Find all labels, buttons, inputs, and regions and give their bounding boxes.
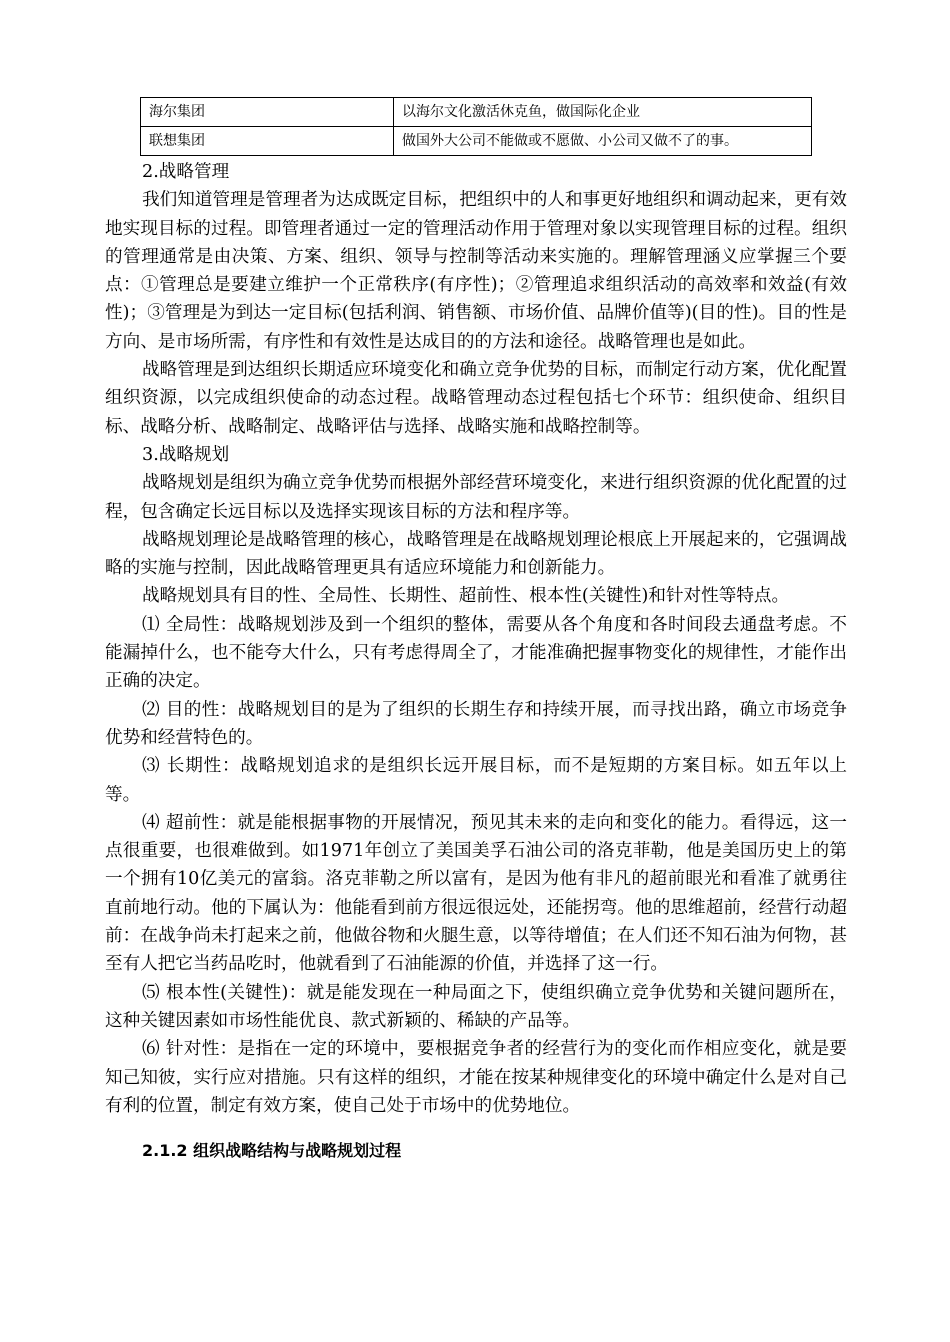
mission-cell: 以海尔文化激活休克鱼，做国际化企业 [394,98,812,127]
list-item: ⑶ 长期性：战略规划追求的是组织长远开展目标，而不是短期的方案目标。如五年以上等。 [105,756,847,805]
list-item: ⑸ 根本性(关键性)：就是能发现在一种局面之下，使组织确立竞争优势和关键问题所在，这种关键因素如市场性能优良、款式新颖的、稀缺的产品等。 [105,982,847,1031]
section-heading-strategic-planning: 3.战略规划 [142,444,230,465]
list-item: ⑹ 针对性：是指在一定的环境中，要根据竞争者的经营行为的变化而作相应变化，就是要知己知彼，实行应对措施。只有这样的组织，才能在按某种规律变化的环境中确定什么是对自己有利的位置，制定有效方案，使自己处于市场中的优势地位。 [105,1039,847,1116]
paragraph: 我们知道管理是管理者为达成既定目标，把组织中的人和事更好地组织和调动起来，更有效地实现目标的过程。即管理者通过一定的管理活动作用于管理对象以实现管理目标的过程。组织的管理通常是由决策、方案、组织、领导与控制等活动来实施的。理解管理涵义应掌握三个要点：①管理总是要建立维护一个正常秩序(有序性)；②管理追求组织活动的高效率和效益(有效性)；③管理是为到达一定目标(包括利润、销售额、市场价值、品牌价值等)(目的性)。目的性是方向、是市场所需，有序性和有效性是达成目的的方法和途径。战略管理也是如此。 [105,190,847,352]
paragraph: 战略管理是到达组织长期适应环境变化和确立竞争优势的目标，而制定行动方案，优化配置组织资源，以完成组织使命的动态过程。战略管理动态过程包括七个环节：组织使命、组织目标、战略分析、战略制定、战略评估与选择、战略实施和战略控制等。 [105,360,847,437]
company-mission-table [140,97,812,156]
mission-cell: 做国外大公司不能做或不愿做、小公司又做不了的事。 [394,127,812,156]
section-heading-strategic-management: 2.战略管理 [142,162,230,182]
company-cell: 联想集团 [141,127,394,156]
table-row [141,98,812,127]
subsection-heading: 2.1.2 组织战略结构与战略规划过程 [142,1141,402,1161]
company-cell: 海尔集团 [141,98,394,127]
paragraph: 战略规划是组织为确立竞争优势而根据外部经营环境变化，来进行组织资源的优化配置的过程，包含确定长远目标以及选择实现该目标的方法和程序等。 [105,473,847,522]
paragraph: 战略规划理论是战略管理的核心，战略管理是在战略规划理论根底上开展起来的，它强调战略的实施与控制，因此战略管理更具有适应环境能力和创新能力。 [105,529,847,579]
document-body [105,158,847,1165]
list-item: ⑷ 超前性：就是能根据事物的开展情况，预见其未来的走向和变化的能力。看得远，这一点很重要，也很难做到。如1971年创立了美国美孚石油公司的洛克菲勒，他是美国历史上的第一个拥有10亿美元的富翁。洛克菲勒之所以富有，是因为他有非凡的超前眼光和看准了就勇往直前地行动。他的下属认为：他能看到前方很远很远处，还能拐弯。他的思维超前，经营行动超前：在战争尚未打起来之前，他做谷物和火腿生意，以等待增值；在人们还不知石油为何物，甚至有人把它当药品吃时，他就看到了石油能源的价值，并选择了这一行。 [105,812,847,975]
list-item: ⑵ 目的性：战略规划目的是为了组织的长期生存和持续开展，而寻找出路，确立市场竞争优势和经营特色的。 [105,699,847,748]
paragraph: 战略规划具有目的性、全局性、长期性、超前性、根本性(关键性)和针对性等特点。 [142,586,790,607]
list-item: ⑴ 全局性：战略规划涉及到一个组织的整体，需要从各个角度和各时间段去通盘考虑。不能漏掉什么，也不能夸大什么，只有考虑得周全了，才能准确把握事物变化的规律性，才能作出正确的决定。 [105,614,847,692]
table-row [141,127,812,156]
